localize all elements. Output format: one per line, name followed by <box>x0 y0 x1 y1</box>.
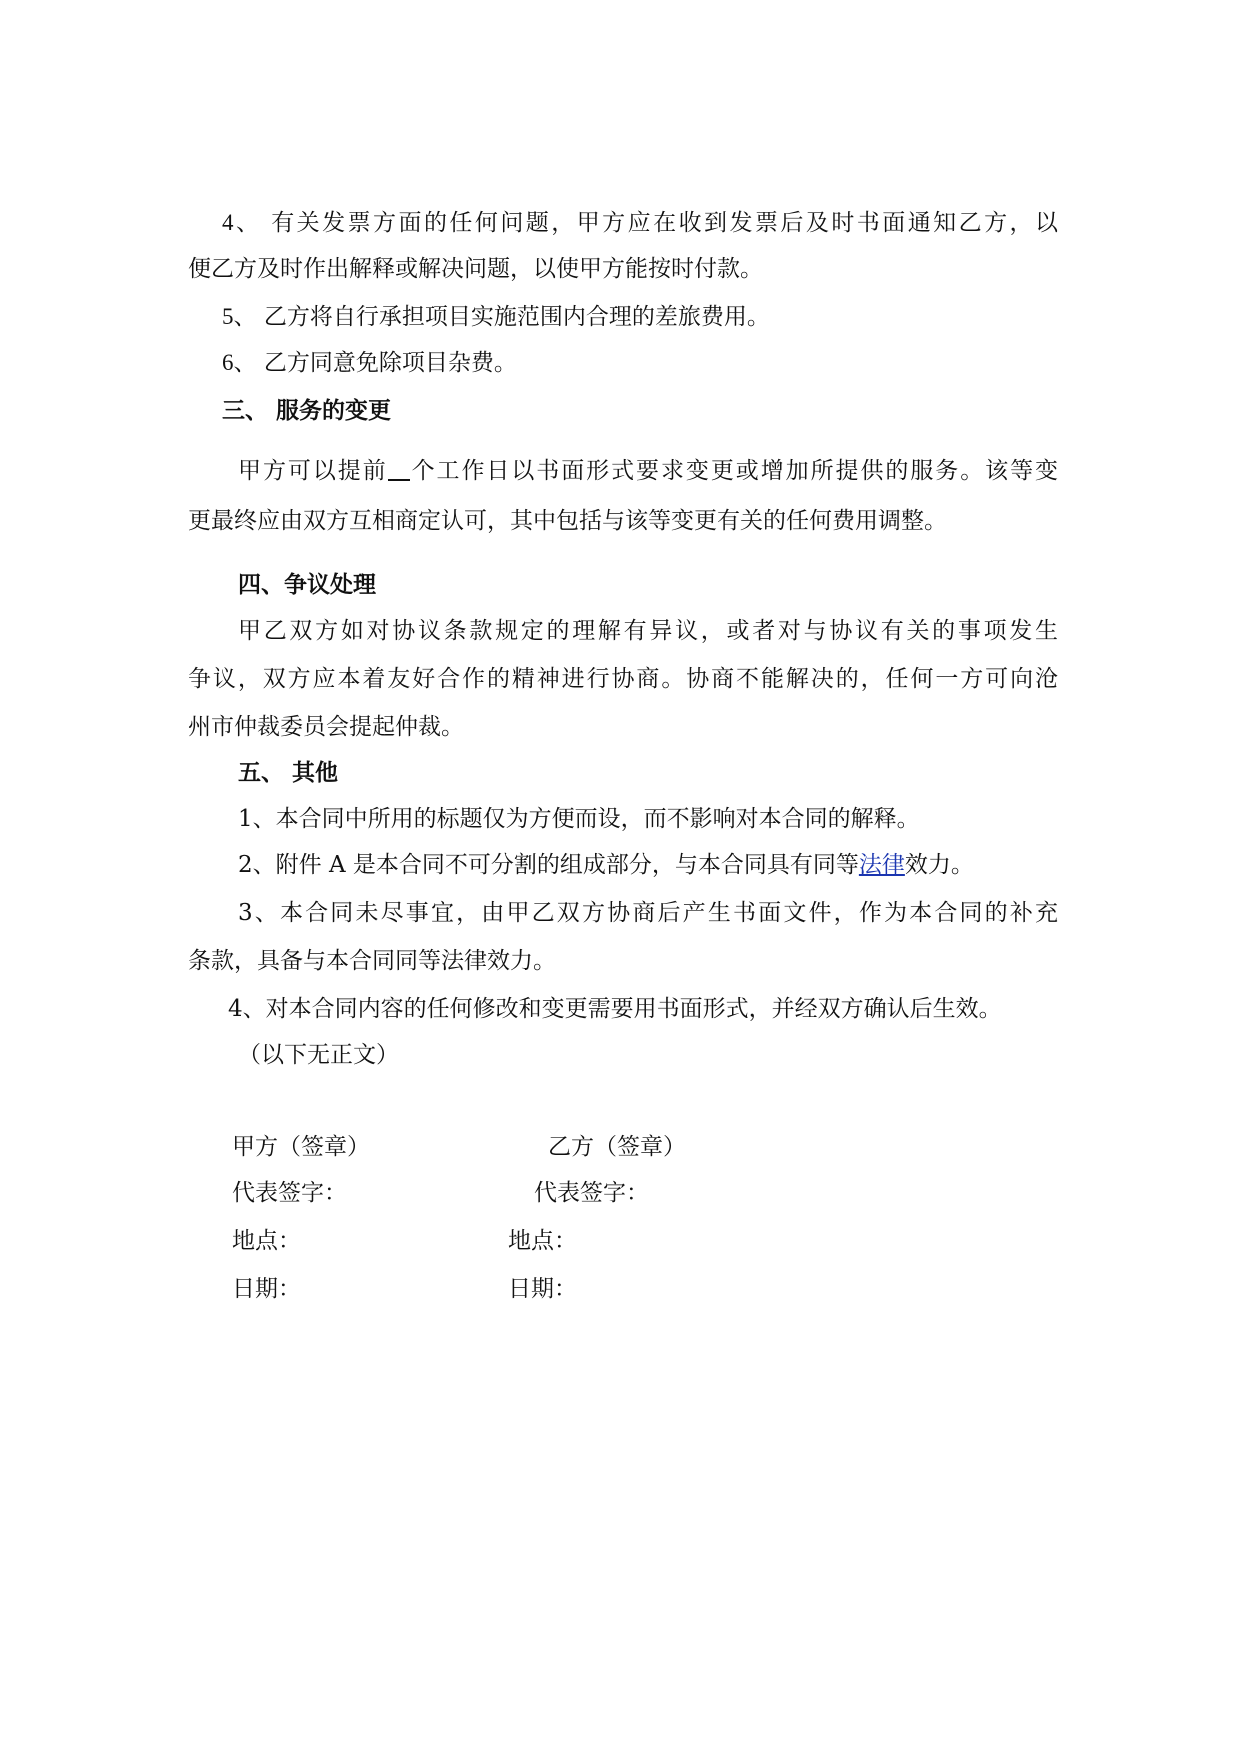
section-3-para-rest: 个工作日以书面形式要求变更或增加所提供的服务。该等变 <box>409 458 1058 484</box>
section-4-para-line-2: 争议，双方应本着友好合作的精神进行协商。协商不能解决的，任何一方可向沧 <box>188 666 1058 692</box>
clause-5 <box>222 302 1092 332</box>
clause-4-line-1 <box>222 208 1058 238</box>
section-5-heading-text: 其他 <box>292 759 339 786</box>
section-5-item-3-line-1: 3、本合同未尽事宜，由甲乙双方协商后产生书面文件，作为本合同的补充 <box>238 900 1058 926</box>
section-5-item-4: 4、对本合同内容的任何修改和变更需要用书面形式，并经双方确认后生效。 <box>228 996 1002 1022</box>
party-b-seal-label: 乙方（签章） <box>548 1134 686 1160</box>
clause-4-text: 有关发票方面的任何问题，甲方应在收到发票后及时书面通知乙方，以 <box>271 210 1059 236</box>
clause-5-number: 5、 <box>222 304 257 329</box>
section-3-para-line-2: 更最终应由双方互相商定认可，其中包括与该等变更有关的任何费用调整。 <box>188 508 947 534</box>
clause-6-number: 6、 <box>222 350 257 375</box>
section-5-item-2-start: 2、附件 A 是本合同不可分割的组成部分，与本合同具有同等 <box>238 852 859 878</box>
party-a-date-label: 日期： <box>232 1276 301 1302</box>
section-5-heading-number: 五、 <box>238 759 284 786</box>
section-5-item-2-end: 效力。 <box>904 852 974 878</box>
party-b-place-label: 地点： <box>508 1228 577 1254</box>
section-4-heading: 四、争议处理 <box>238 571 376 598</box>
end-of-text-note: （以下无正文） <box>238 1042 399 1068</box>
section-3-heading-text: 服务的变更 <box>276 397 392 424</box>
section-3-heading-number: 三、 <box>222 397 268 424</box>
section-3-heading <box>222 396 1092 426</box>
section-5-item-1: 1、本合同中所用的标题仅为方便而设，而不影响对本合同的解释。 <box>238 806 920 832</box>
section-4-para-line-1: 甲乙双方如对协议条款规定的理解有异议，或者对与协议有关的事项发生 <box>238 618 1058 644</box>
section-5-item-3-line-2: 条款，具备与本合同同等法律效力。 <box>188 948 556 974</box>
party-a-rep-signature-label: 代表签字： <box>232 1180 347 1206</box>
party-a-place-label: 地点： <box>232 1228 301 1254</box>
party-b-rep-signature-label: 代表签字： <box>534 1180 649 1206</box>
party-b-date-label: 日期： <box>508 1276 577 1302</box>
clause-4-line-2: 便乙方及时作出解释或解决问题，以使甲方能按时付款。 <box>188 256 763 282</box>
section-5-heading <box>238 758 1108 788</box>
clause-4-number: 4、 <box>222 210 262 235</box>
section-3-para-start: 甲方可以提前 <box>238 458 388 484</box>
law-link[interactable]: 法律 <box>858 852 905 878</box>
section-5-item-2 <box>238 850 1108 880</box>
section-3-para-line-1 <box>238 456 1058 486</box>
fill-in-blank <box>388 457 410 481</box>
clause-6-text: 乙方同意免除项目杂费。 <box>263 350 517 376</box>
section-4-para-line-3: 州市仲裁委员会提起仲裁。 <box>188 714 464 740</box>
clause-6 <box>222 348 1092 378</box>
clause-5-text: 乙方将自行承担项目实施范围内合理的差旅费用。 <box>263 304 770 330</box>
party-a-seal-label: 甲方（签章） <box>232 1134 370 1160</box>
